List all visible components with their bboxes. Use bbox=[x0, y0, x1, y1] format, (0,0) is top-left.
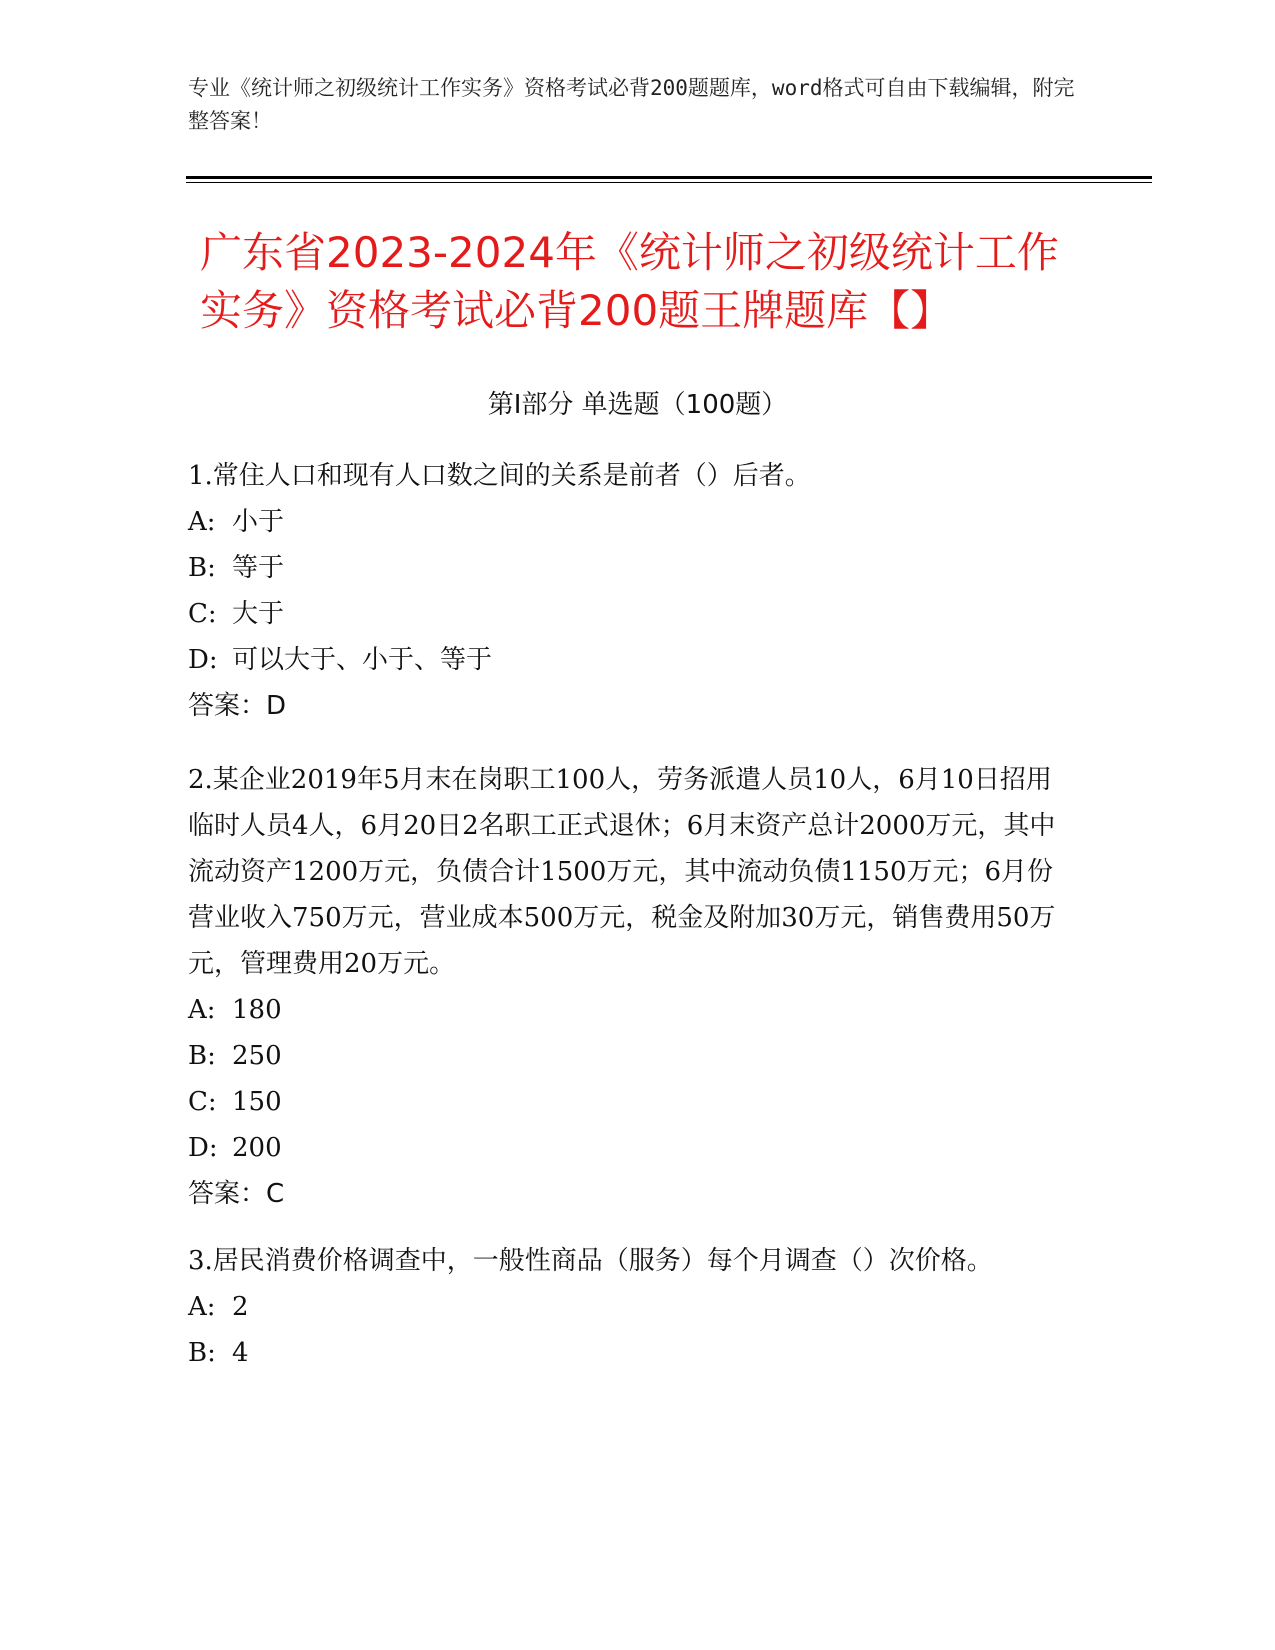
option-text: 200 bbox=[232, 1133, 282, 1163]
section-heading: 第I部分 单选题（100题） bbox=[487, 390, 788, 420]
option-d bbox=[188, 1125, 1068, 1171]
option-label: B: bbox=[188, 1041, 216, 1071]
option-text: 小于 bbox=[232, 507, 285, 537]
question-text: 2.某企业2019年5月末在岗职工100人，劳务派遣人员10人，6月10日招用临时人员4人，6月20日2名职工正式退休；6月末资产总计2000万元，其中流动资产1200万元，负债合计1500万元，其中流动负债1150万元；6月份营业收入750万元，营业成本500万元，税金及附加30万元，销售费用50万元，管理费用20万元。 bbox=[188, 765, 1056, 979]
option-text: 150 bbox=[232, 1087, 282, 1117]
option-b bbox=[188, 1330, 1068, 1376]
question-text: 3.居民消费价格调查中，一般性商品（服务）每个月调查（）次价格。 bbox=[188, 1246, 993, 1276]
option-text: 180 bbox=[232, 995, 282, 1025]
question-3 bbox=[188, 1238, 1068, 1376]
option-text: 2 bbox=[232, 1292, 249, 1322]
option-text: 可以大于、小于、等于 bbox=[232, 645, 493, 675]
option-text: 等于 bbox=[232, 553, 285, 583]
option-label: A: bbox=[188, 995, 216, 1025]
header-note: 专业《统计师之初级统计工作实务》资格考试必背200题题库，word格式可自由下载编辑，附完整答案！ bbox=[188, 76, 1075, 133]
option-text: 4 bbox=[232, 1338, 249, 1368]
option-c bbox=[188, 591, 1068, 637]
option-b bbox=[188, 545, 1068, 591]
option-text: 250 bbox=[232, 1041, 282, 1071]
option-label: D: bbox=[188, 645, 218, 675]
option-a bbox=[188, 987, 1068, 1033]
question-2 bbox=[188, 757, 1068, 1217]
option-label: A: bbox=[188, 1292, 216, 1322]
option-c bbox=[188, 1079, 1068, 1125]
option-label: A: bbox=[188, 507, 216, 537]
option-label: C: bbox=[188, 599, 217, 629]
question-1 bbox=[188, 453, 1068, 729]
document-title: 广东省2023-2024年《统计师之初级统计工作实务》资格考试必背200题王牌题库【】 bbox=[200, 228, 1059, 335]
option-a bbox=[188, 1284, 1068, 1330]
header-divider-thick bbox=[186, 176, 1152, 179]
option-label: B: bbox=[188, 553, 216, 583]
question-text: 1.常住人口和现有人口数之间的关系是前者（）后者。 bbox=[188, 461, 811, 491]
header-divider-thin bbox=[186, 182, 1152, 183]
option-text: 大于 bbox=[232, 599, 285, 629]
answer-line: 答案：D bbox=[188, 691, 287, 721]
option-label: C: bbox=[188, 1087, 217, 1117]
option-d bbox=[188, 637, 1068, 683]
option-a bbox=[188, 499, 1068, 545]
option-label: B: bbox=[188, 1338, 216, 1368]
option-label: D: bbox=[188, 1133, 218, 1163]
answer-line: 答案：C bbox=[188, 1179, 285, 1209]
option-b bbox=[188, 1033, 1068, 1079]
